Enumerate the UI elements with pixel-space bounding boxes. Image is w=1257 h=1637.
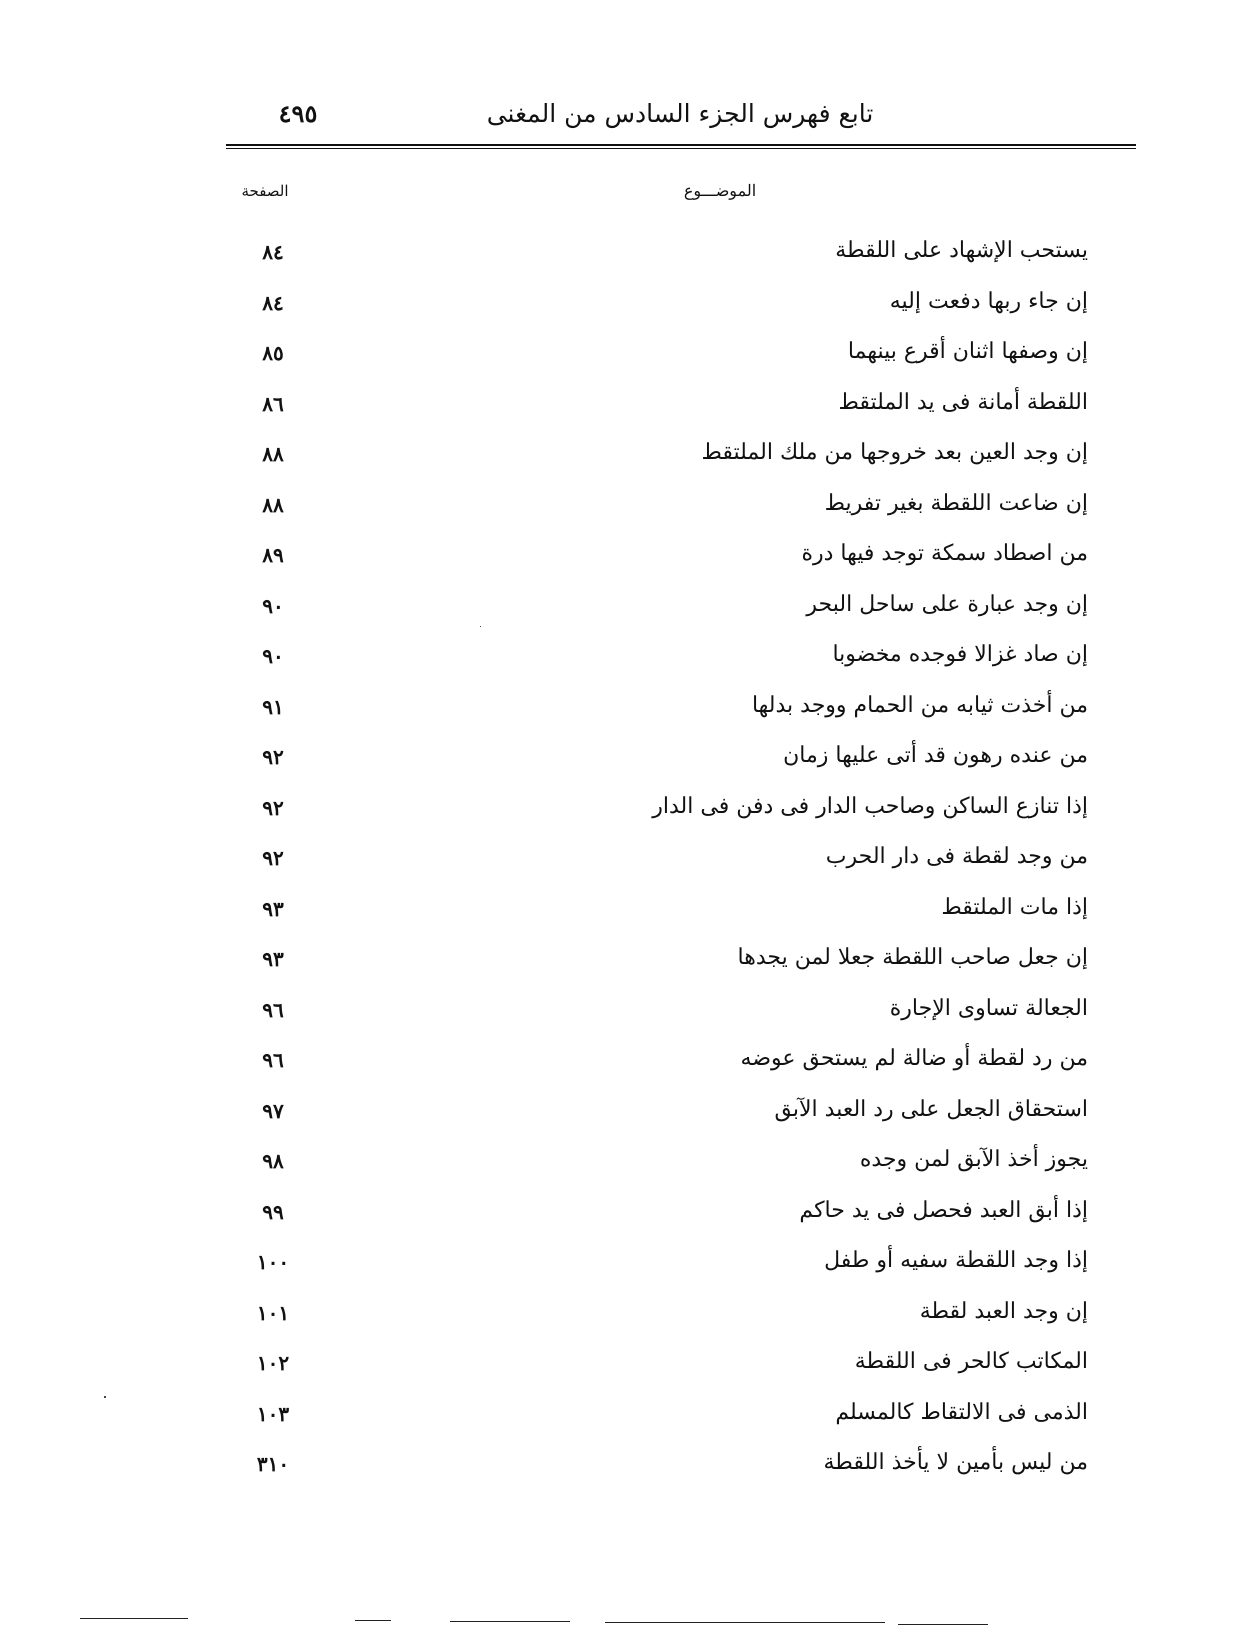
entry-page: ٩٢	[262, 795, 284, 820]
entry-page: ٩٣	[262, 896, 284, 921]
footer-rule-right	[898, 1624, 988, 1625]
entry-topic: إن وصفها اثنان أقرع بينهما	[847, 339, 1088, 364]
entry-page: ٨٨	[262, 492, 284, 517]
entry-topic: من رد لقطة أو ضالة لم يستحق عوضه	[740, 1046, 1088, 1071]
index-entry	[220, 832, 1088, 883]
index-entry	[220, 1438, 1088, 1489]
column-heading-topic: الموضـــوع	[683, 181, 757, 200]
entry-page: ٩٦	[262, 1048, 284, 1072]
footer-rule-left	[80, 1618, 188, 1619]
entry-page: ٨٩	[262, 543, 284, 567]
entry-topic: إذا وجد اللقطة سفيه أو طفل	[824, 1248, 1088, 1273]
entry-page: ٩٩	[262, 1199, 284, 1224]
index-entry	[220, 226, 1088, 277]
entry-page: ١٠١	[256, 1300, 290, 1325]
entry-page: ٩٦	[262, 997, 284, 1022]
index-entry	[220, 428, 1088, 479]
entry-page: ٨٨	[262, 442, 284, 466]
index-entry	[220, 529, 1088, 580]
index-entry	[220, 1388, 1088, 1439]
entry-topic: من أخذت ثيابه من الحمام ووجد بدلها	[751, 692, 1088, 718]
index-entry	[220, 580, 1088, 631]
index-entry	[220, 1034, 1088, 1085]
entry-page: ٩٨	[262, 1149, 284, 1173]
footer-rule-main	[605, 1622, 885, 1623]
entry-page: ٨٤	[262, 290, 284, 315]
entry-topic: الجعالة تساوى الإجارة	[889, 995, 1088, 1021]
entry-topic: اللقطة أمانة فى يد الملتقط	[838, 389, 1088, 415]
entry-topic: استحقاق الجعل على رد العبد الآبق	[774, 1096, 1088, 1122]
index-entry	[220, 1236, 1088, 1287]
index-entry	[220, 1337, 1088, 1388]
entry-topic: من ليس بأمين لا يأخذ اللقطة	[823, 1450, 1088, 1475]
entry-page: ١٠٠	[256, 1250, 290, 1274]
entry-page: ٩٣	[262, 947, 284, 971]
entry-topic: إن جعل صاحب اللقطة جعلا لمن يجدها	[737, 945, 1088, 970]
index-entry	[220, 1287, 1088, 1338]
entry-page: ٨٥	[262, 341, 284, 365]
entry-topic: إذا مات الملتقط	[941, 894, 1088, 920]
running-header-title: تابع فهرس الجزء السادس من المغنى	[486, 99, 874, 128]
entry-topic: إن وجد العين بعد خروجها من ملك الملتقط	[701, 440, 1088, 465]
entry-topic: من اصطاد سمكة توجد فيها درة	[801, 541, 1088, 566]
entry-page: ٩٢	[262, 745, 284, 769]
index-entry	[220, 1135, 1088, 1186]
index-entry	[220, 933, 1088, 984]
index-entry	[220, 681, 1088, 732]
index-entry	[220, 327, 1088, 378]
index-entry	[220, 883, 1088, 934]
column-heading-page: الصفحة	[241, 182, 289, 200]
entry-page: ٩٠	[262, 644, 284, 668]
entry-page: ١٠٣	[256, 1401, 290, 1426]
entry-topic: إذا تنازع الساكن وصاحب الدار فى دفن فى الدار	[652, 793, 1088, 819]
entry-topic: إن ضاعت اللقطة بغير تفريط	[824, 490, 1088, 516]
index-entry	[220, 479, 1088, 530]
entry-topic: من عنده رهون قد أتى عليها زمان	[783, 743, 1088, 768]
scan-speck	[104, 1396, 106, 1398]
entry-page: ٩٠	[262, 593, 284, 618]
header-rule-thin	[226, 148, 1136, 149]
index-entry-list	[220, 226, 1088, 1489]
entry-page: ٨٤	[262, 240, 284, 264]
entry-page: ٩١	[262, 694, 284, 719]
entry-page: ٩٢	[262, 846, 284, 870]
entry-topic: إذا أبق العبد فحصل فى يد حاكم	[799, 1197, 1088, 1223]
entry-topic: يستحب الإشهاد على اللقطة	[835, 238, 1088, 263]
entry-page: ٣١٠	[256, 1452, 290, 1476]
footer-rule-center	[450, 1621, 570, 1622]
index-entry	[220, 731, 1088, 782]
index-entry	[220, 782, 1088, 833]
header-rule	[226, 144, 1136, 146]
entry-topic: المكاتب كالحر فى اللقطة	[854, 1349, 1088, 1374]
entry-page: ٩٧	[262, 1098, 284, 1123]
index-entry	[220, 984, 1088, 1035]
entry-page: ٨٦	[262, 391, 284, 416]
entry-page: ١٠٢	[256, 1351, 290, 1375]
index-entry	[220, 630, 1088, 681]
page-number: ٤٩٥	[278, 99, 318, 128]
entry-topic: الذمى فى الالتقاط كالمسلم	[835, 1399, 1088, 1425]
footer-rule-dash	[355, 1620, 391, 1621]
index-entry	[220, 277, 1088, 328]
index-entry	[220, 378, 1088, 429]
entry-topic: من وجد لقطة فى دار الحرب	[825, 844, 1088, 869]
entry-topic: إن صاد غزالا فوجده مخضوبا	[832, 642, 1088, 667]
entry-topic: إن جاء ربها دفعت إليه	[889, 288, 1088, 314]
entry-topic: إن وجد العبد لقطة	[919, 1298, 1088, 1324]
scan-speck	[480, 626, 481, 627]
entry-topic: يجوز أخذ الآبق لمن وجده	[859, 1147, 1088, 1172]
index-entry	[220, 1085, 1088, 1136]
entry-topic: إن وجد عبارة على ساحل البحر	[806, 591, 1088, 617]
index-entry	[220, 1186, 1088, 1237]
